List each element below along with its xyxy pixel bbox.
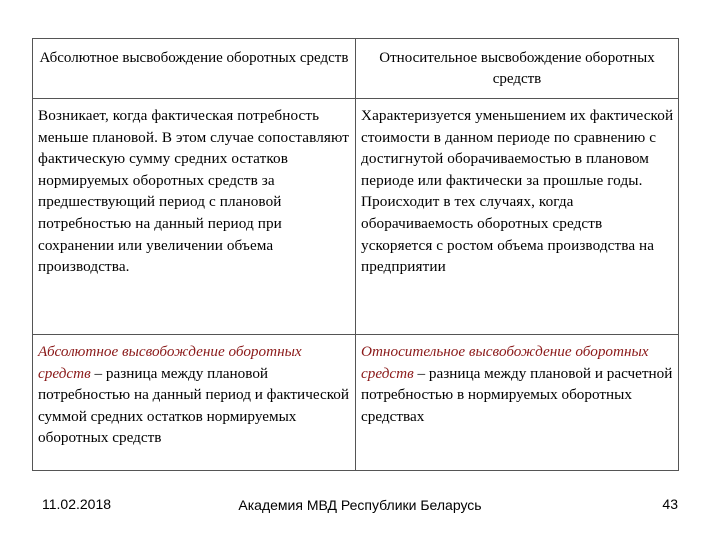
definition-text-relative: – разница между плановой и расчетной потребностью в нормируемых оборотных средствах [361,364,673,425]
description-row [33,99,679,335]
definition-term-absolute: Абсолютное высвобождение оборотных средств [38,343,302,382]
definition-row [33,335,679,471]
header-row [33,39,679,99]
description-absolute: Возникает, когда фактическая потребность меньше плановой. В этом случае сопоставляют фактическую сумму средних остатков нормируемых оборотных средств за предшествующий период с плановой потребностью на данный период при сохранении или увеличении объема производства. [33,99,356,335]
footer-organization: Академия МВД Республики Беларусь [238,497,482,513]
description-relative: Характеризуется уменьшением их фактической стоимости в данном периоде по сравнению с достигнутой оборачиваемостью в плановом периоде или фактически за прошлые годы. Происходит в тех случаях, когда оборачиваемость оборотных средств ускоряется с ростом объема производства на предприятии [356,99,679,335]
header-relative: Относительное высвобождение оборотных средств [356,39,679,99]
header-absolute: Абсолютное высвобождение оборотных средств [33,39,356,99]
definition-term-relative: Относительное высвобождение оборотных средств [361,343,649,382]
footer-date: 11.02.2018 [42,496,112,512]
definition-absolute [33,335,356,471]
comparison-table [32,38,679,471]
definition-text-absolute: – разница между плановой потребностью на данный период и фактической суммой средних остатков нормируемых оборотных средств [38,364,350,447]
page-number: 43 [662,496,678,512]
definition-relative [356,335,679,471]
